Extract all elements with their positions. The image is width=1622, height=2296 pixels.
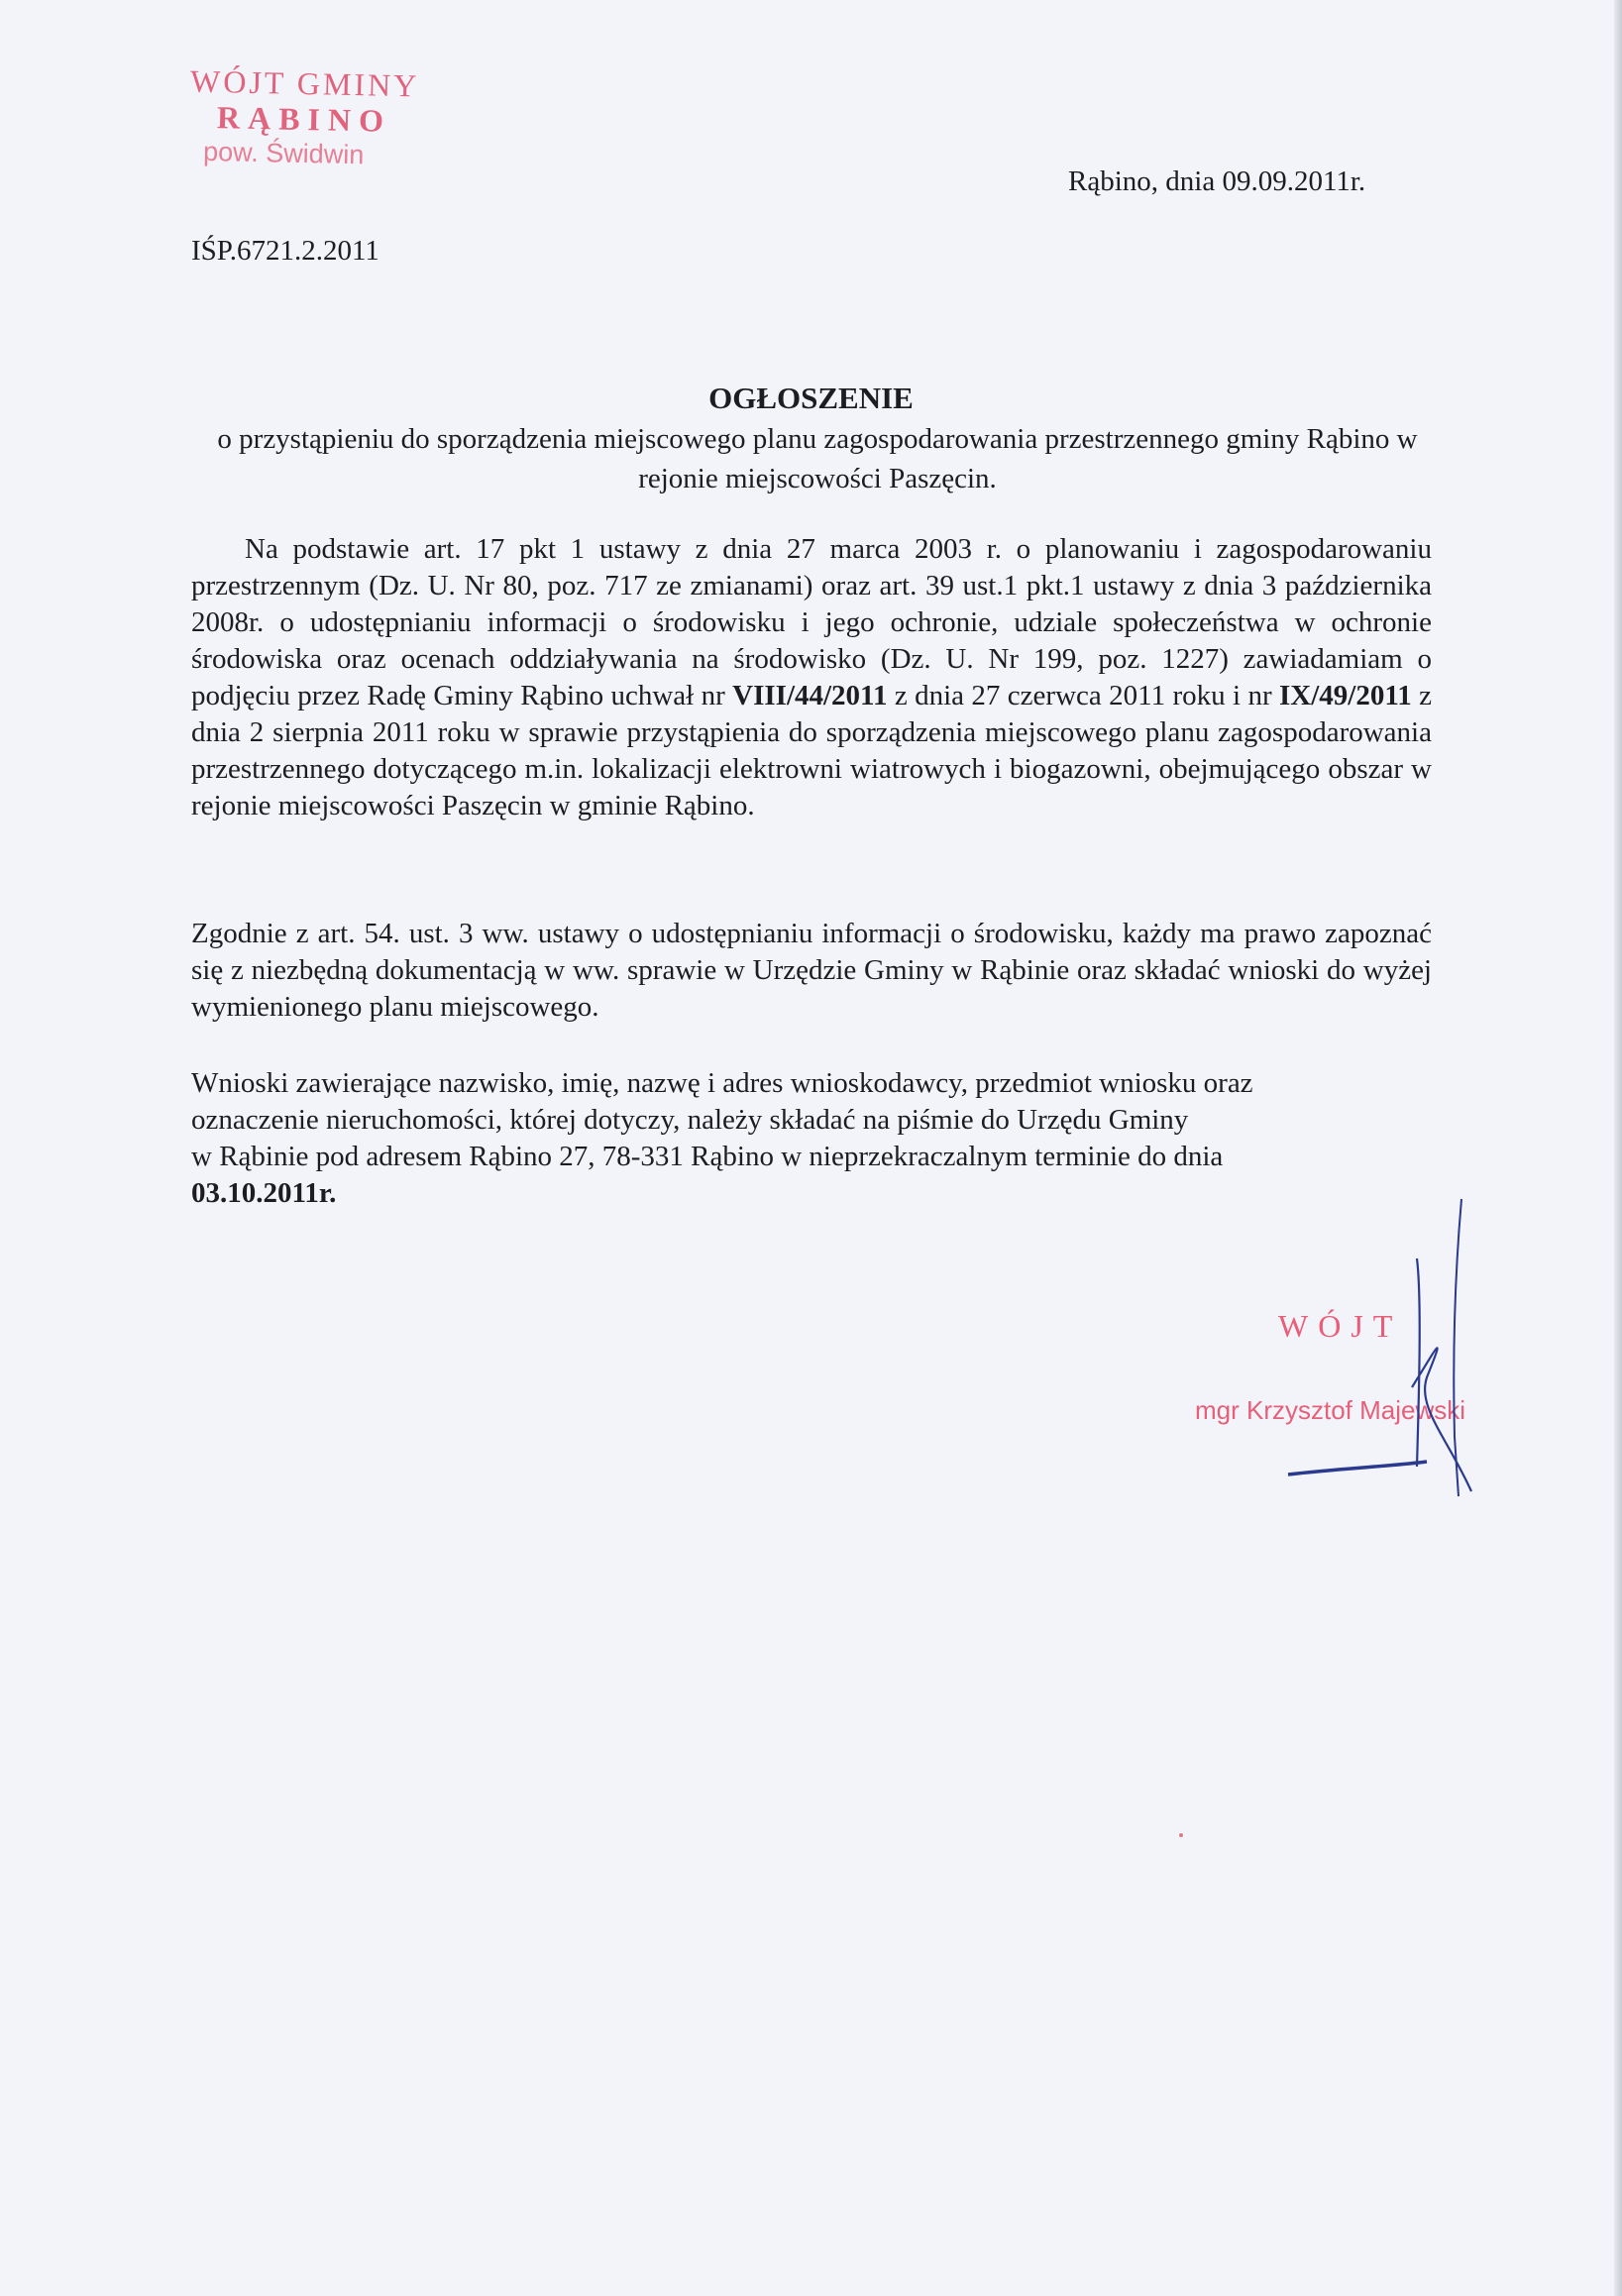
signature-stamp-title: WÓJT (1278, 1308, 1403, 1344)
office-stamp (150, 62, 459, 173)
resolution-number-2: IX/49/2011 (1278, 680, 1412, 711)
paragraph-1-text-a: Na podstawie art. 17 pkt 1 ustawy z dnia 27 marca 2003 r. o planowaniu i zagospodarowaniu przestrzennym (Dz. U. Nr 80, poz. 717 ze zmianami) oraz art. 39 ust.1 pkt.1 ustawy z dnia 3 października 2008r. o udostępnianiu informacji o środowisku i jego ochronie, udziale społeczeństwa w ochronie środowiska oraz ocenach oddziaływania na środowisko (Dz. U. Nr 199, poz. 1227) zawiadamiam o podjęciu przez Radę Gminy Rąbino uchwał nr (191, 533, 1432, 711)
document-date: Rąbino, dnia 09.09.2011r. (1068, 165, 1366, 197)
resolution-number-1: VIII/44/2011 (732, 680, 888, 711)
submission-deadline: 03.10.2011r. (191, 1177, 337, 1209)
paragraph-submission-rules (191, 1065, 1432, 1212)
stamp-line-county: pow. Świdwin (202, 136, 365, 170)
submission-line-2: oznaczenie nieruchomości, której dotyczy, należy składać na piśmie do Urzędu Gminy (191, 1104, 1189, 1136)
submission-line-3: w Rąbinie pod adresem Rąbino 27, 78-331 Rąbino w nieprzekraczalnym terminie do dnia (191, 1141, 1224, 1172)
stamp-line-municipality: RĄBINO (216, 99, 392, 139)
paper-speck (1179, 1833, 1183, 1837)
stamp-line-office: WÓJT GMINY (189, 62, 420, 104)
signature-stamp-name: mgr Krzysztof Majewski (1195, 1395, 1466, 1425)
paper-edge (1614, 0, 1622, 2296)
submission-line-1: Wnioski zawierające nazwisko, imię, nazwę i adres wnioskodawcy, przedmiot wniosku oraz (191, 1067, 1253, 1099)
document-title: OGŁOSZENIE (708, 381, 914, 415)
handwritten-signature (1278, 1140, 1476, 1506)
reference-number: IŚP.6721.2.2011 (191, 235, 379, 267)
document-subtitle: o przystąpieniu do sporządzenia miejscowego planu zagospodarowania przestrzennego gminy Rąbino w rejonie miejscowości Paszęcin. (217, 423, 1418, 494)
paragraph-legal-basis (191, 531, 1432, 824)
paragraph-1-text-c: z dnia 2 sierpnia 2011 roku w sprawie przystąpienia do sporządzenia miejscowego planu zagospodarowania przestrzennego dotyczącego m.in. lokalizacji elektrowni wiatrowych i biogazowni, obejmującego obszar w rejonie miejscowości Paszęcin w gminie Rąbino. (191, 680, 1432, 821)
paragraph-1-text-b: z dnia 27 czerwca 2011 roku i nr (887, 680, 1279, 711)
paragraph-right-to-information: Zgodnie z art. 54. ust. 3 ww. ustawy o udostępnianiu informacji o środowisku, każdy ma prawo zapoznać się z niezbędną dokumentacją w ww. sprawie w Urzędzie Gminy w Rąbinie oraz składać wnioski do wyżej wymienionego planu miejscowego. (191, 918, 1432, 1023)
